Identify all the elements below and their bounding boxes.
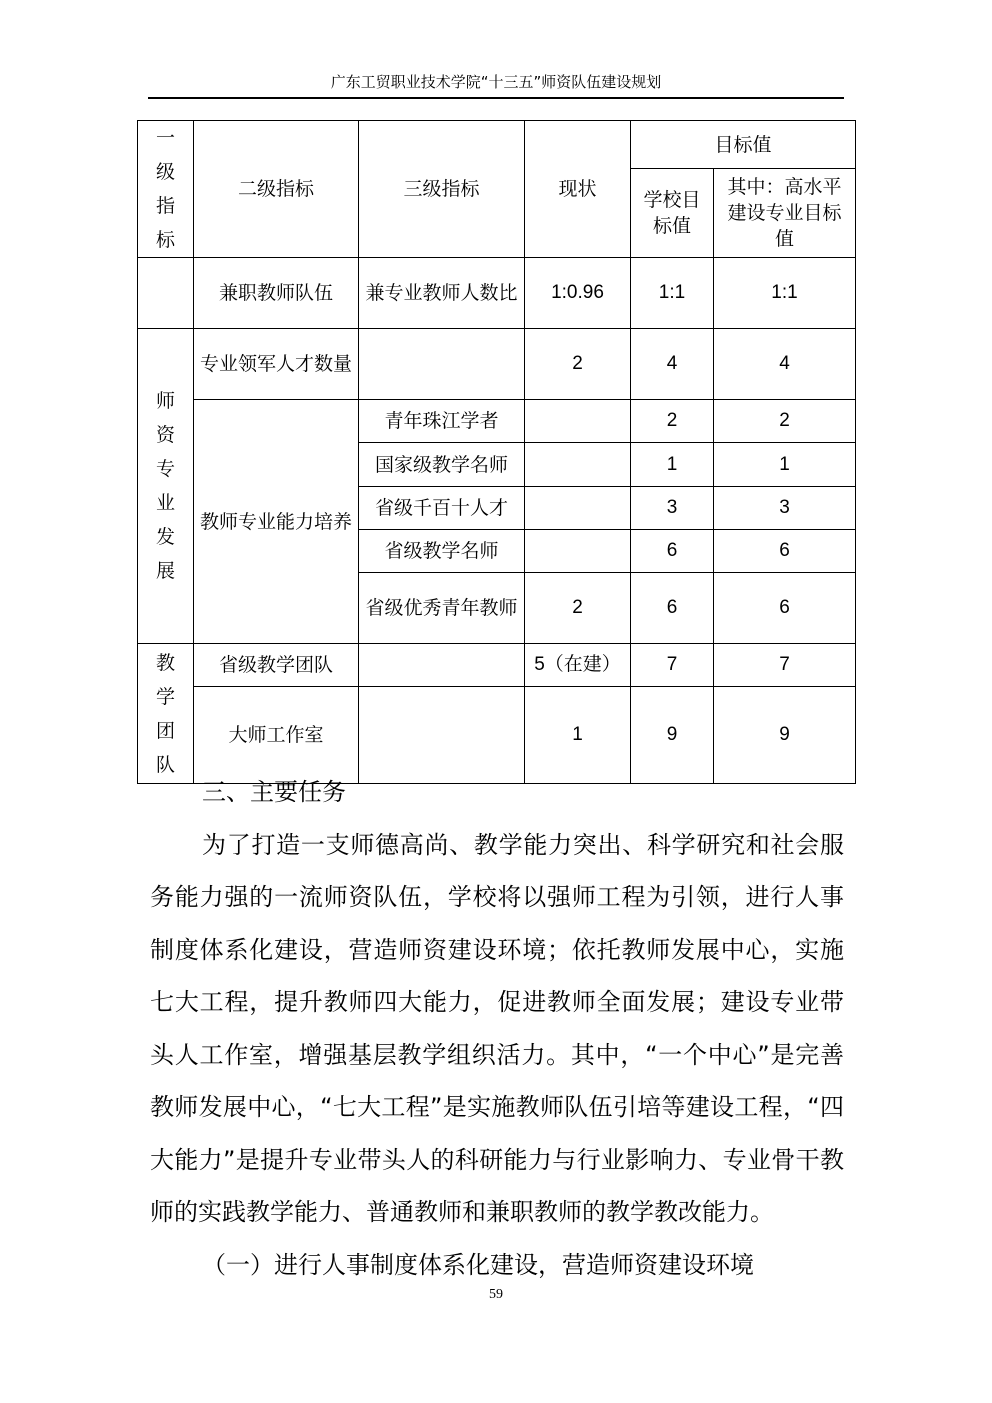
school-target-cell: 1:1 [631, 258, 714, 329]
level3-cell: 青年珠江学者 [359, 400, 525, 443]
level2-group-ability: 教师专业能力培养 [194, 400, 359, 644]
hq-target-cell: 1 [714, 443, 856, 487]
status-cell [525, 443, 631, 487]
table-row [138, 329, 856, 400]
school-target-cell: 1 [631, 443, 714, 487]
level1-cell-empty [138, 258, 194, 329]
subsection-heading: （一）进行人事制度体系化建设，营造师资建设环境 [202, 1250, 754, 1279]
header-level1: 一级指标 [138, 121, 194, 258]
table-row [138, 400, 856, 443]
school-target-cell: 6 [631, 530, 714, 573]
level3-cell: 国家级教学名师 [359, 443, 525, 487]
school-target-cell: 6 [631, 573, 714, 644]
hq-target-cell: 7 [714, 644, 856, 687]
indicator-table [137, 120, 856, 784]
level2-cell: 省级教学团队 [194, 644, 359, 687]
header-level3: 三级指标 [359, 121, 525, 258]
level2-cell: 兼职教师队伍 [194, 258, 359, 329]
hq-target-cell: 1:1 [714, 258, 856, 329]
header-rule [148, 97, 844, 99]
status-cell: 1:0.96 [525, 258, 631, 329]
school-target-cell: 2 [631, 400, 714, 443]
level3-cell: 省级优秀青年教师 [359, 573, 525, 644]
level3-cell: 兼专业教师人数比 [359, 258, 525, 329]
header-target: 目标值 [631, 121, 856, 169]
status-cell: 5（在建） [525, 644, 631, 687]
section-heading: 三、主要任务 [202, 778, 346, 806]
status-cell: 1 [525, 687, 631, 784]
level3-cell [359, 644, 525, 687]
hq-target-cell: 3 [714, 487, 856, 530]
school-target-cell: 3 [631, 487, 714, 530]
header-school-target: 学校目标值 [631, 169, 714, 258]
level3-cell: 省级教学名师 [359, 530, 525, 573]
school-target-cell: 9 [631, 687, 714, 784]
school-target-cell: 4 [631, 329, 714, 400]
school-target-cell: 7 [631, 644, 714, 687]
table-row [138, 258, 856, 329]
level2-cell: 大师工作室 [194, 687, 359, 784]
hq-target-cell: 2 [714, 400, 856, 443]
header-status: 现状 [525, 121, 631, 258]
level1-group-team: 教学团队 [138, 644, 194, 784]
hq-target-cell: 6 [714, 530, 856, 573]
header-hq-target: 其中：高水平建设专业目标值 [714, 169, 856, 258]
level1-group-dev: 师资专业发展 [138, 329, 194, 644]
level3-cell: 省级千百十人才 [359, 487, 525, 530]
page-number: 59 [489, 1287, 503, 1302]
body-paragraph: 为了打造一支师德高尚、教学能力突出、科学研究和社会服务能力强的一流师资队伍，学校将以强师工程为引领，进行人事制度体系化建设，营造师资建设环境；依托教师发展中心，实施七大工程，提升教师四大能力，促进教师全面发展；建设专业带头人工作室，增强基层教学组织活力。其中，“一个中心”是完善教师发展中心，“七大工程”是实施教师队伍引培等建设工程，“四大能力”是提升专业带头人的科研能力与行业影响力、专业骨干教师的实践教学能力、普通教师和兼职教师的教学教改能力。 [150, 830, 844, 1226]
hq-target-cell: 9 [714, 687, 856, 784]
header-level2: 二级指标 [194, 121, 359, 258]
level2-cell: 专业领军人才数量 [194, 329, 359, 400]
hq-target-cell: 6 [714, 573, 856, 644]
hq-target-cell: 4 [714, 329, 856, 400]
status-cell [525, 400, 631, 443]
level3-cell [359, 329, 525, 400]
table-row [138, 644, 856, 687]
status-cell [525, 530, 631, 573]
table-header-row [138, 121, 856, 169]
running-header: 广东工贸职业技术学院“十三五”师资队伍建设规划 [330, 73, 662, 91]
status-cell: 2 [525, 573, 631, 644]
status-cell [525, 487, 631, 530]
status-cell: 2 [525, 329, 631, 400]
body-text [150, 766, 844, 1291]
